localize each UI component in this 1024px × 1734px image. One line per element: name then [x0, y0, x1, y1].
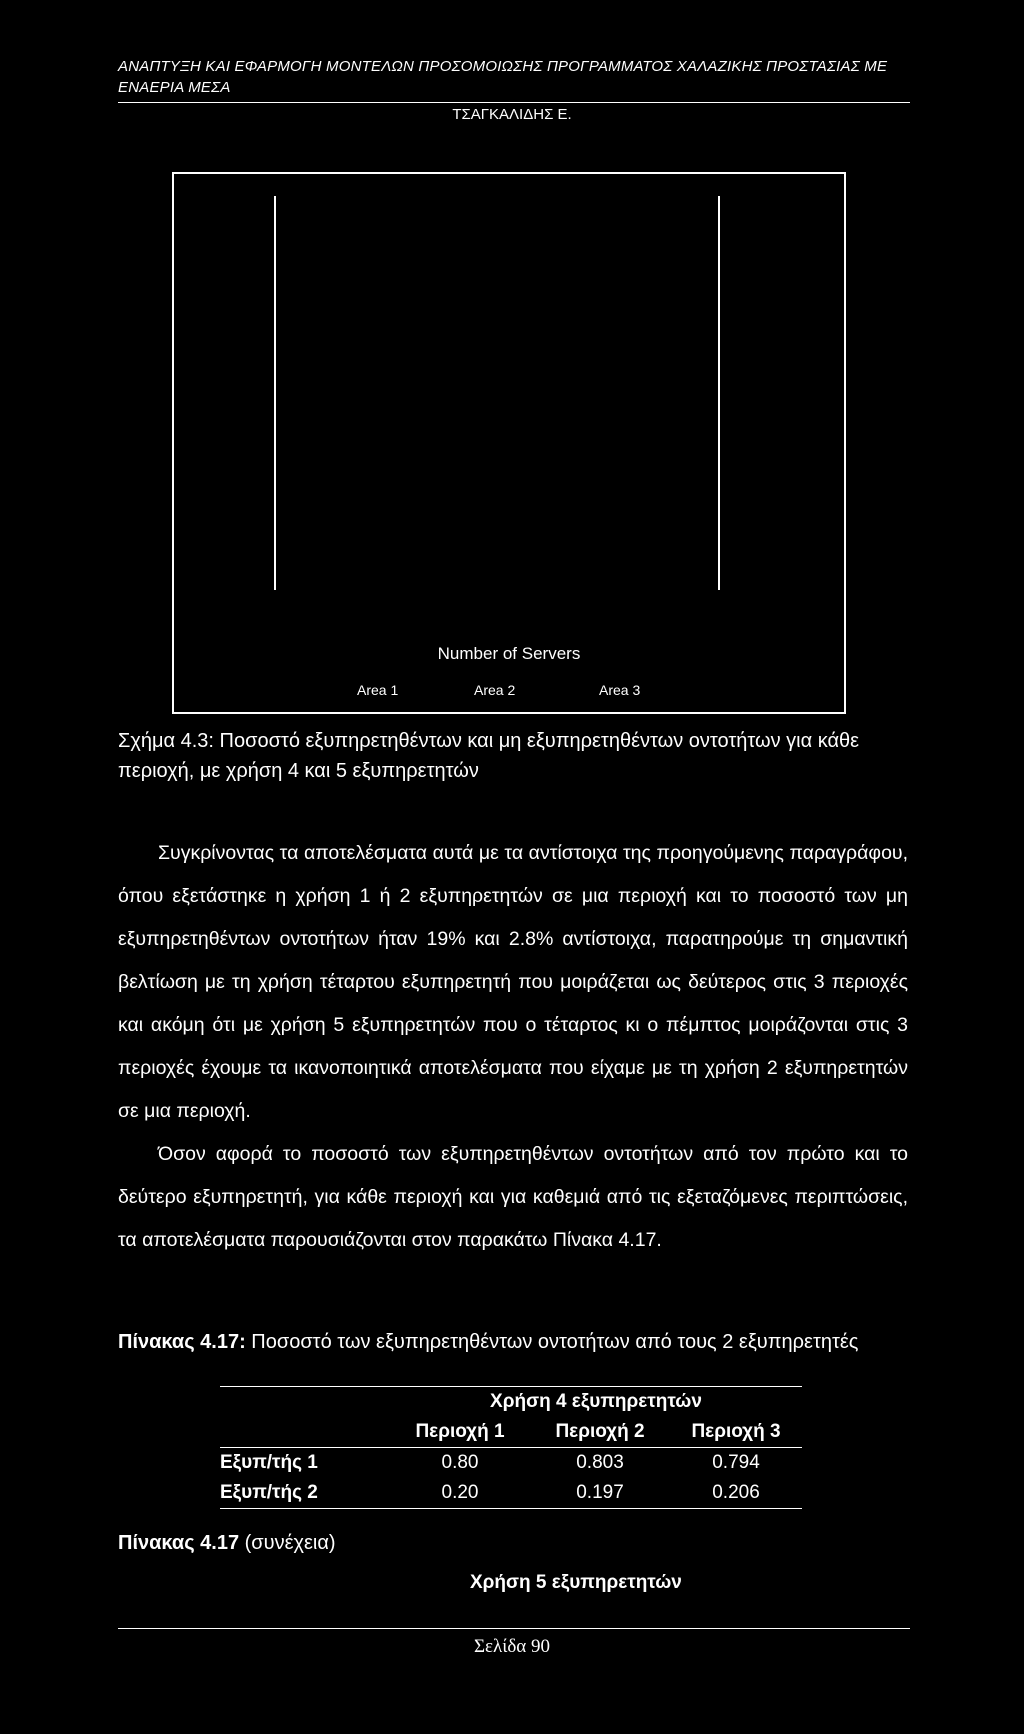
group-header: Χρήση 4 εξυπηρετητών	[490, 1391, 702, 1412]
table-cell: 0.80	[441, 1452, 479, 1473]
table-continued-text: (συνέχεια)	[239, 1532, 336, 1554]
table-continued-label: Πίνακας 4.17	[118, 1532, 240, 1554]
table-caption	[118, 1325, 908, 1359]
chart-right-border	[718, 196, 720, 590]
running-header: ΑΝΑΠΤΥΞΗ ΚΑΙ ΕΦΑΡΜΟΓΗ ΜΟΝΤΕΛΩΝ ΠΡΟΣΟΜΟΙΩΣΗΣ ΠΡΟΓΡΑΜΜΑΤΟΣ ΧΑΛΑΖΙΚΗΣ ΠΡΟΣΤΑΣΙΑΣ ΜΕ ΕΝΑΕΡΙΑ ΜΕΣΑ	[118, 58, 888, 96]
table-row	[220, 1478, 802, 1509]
x-axis-title: Number of Servers	[437, 644, 581, 663]
area-1-label: Area 1	[357, 682, 399, 698]
col-header-2: Περιοχή 2	[555, 1421, 645, 1442]
table-cell: 0.20	[441, 1482, 479, 1503]
paragraph-1: Συγκρίνοντας τα αποτελέσματα αυτά με τα αντίστοιχα της προηγούμενης παραγράφου, όπου εξετάστηκε η χρήση 1 ή 2 εξυπηρετητών σε μια περιοχή και το ποσοστό των μη εξυπηρετηθέντων οντοτήτων ήταν 19% και 2.8% αντίστοιχα, παρατηρούμε τη σημαντική βελτίωση με τη χρήση τέταρτου εξυπηρετητή που μοιράζεται ως δεύτερος στις 3 περιοχές και ακόμη ότι με χρήση 5 εξυπηρετητών που ο τέταρτος κι ο πέμπτος μοιράζονται στις 3 περιοχές έχουμε τα ικανοποιητικά αποτελέσματα που είχαμε με τη χρήση 2 εξυπηρετητών σε μια περιοχή.	[118, 842, 908, 1122]
header-rule	[118, 102, 910, 103]
table-cell: 0.794	[712, 1452, 760, 1473]
table-continued-group-header: Χρήση 5 εξυπηρετητών	[470, 1572, 682, 1593]
table-cell: 0.197	[576, 1482, 624, 1503]
chart-left-border	[274, 196, 276, 590]
header-author: ΤΣΑΓΚΑΛΙΔΗΣ Ε.	[452, 106, 572, 123]
table-cell: 0.206	[712, 1482, 760, 1503]
figure-4-3	[172, 172, 846, 714]
table-row	[220, 1448, 802, 1479]
footer-rule	[118, 1628, 910, 1629]
area-2-label: Area 2	[474, 682, 516, 698]
body-text	[118, 832, 908, 1262]
page-number: Σελίδα 90	[473, 1636, 551, 1657]
col-header-3: Περιοχή 3	[691, 1421, 781, 1442]
figure-caption: Σχήμα 4.3: Ποσοστό εξυπηρετηθέντων και μη εξυπηρετηθέντων οντοτήτων για κάθε περιοχή, με χρήση 4 και 5 εξυπηρετητών	[118, 730, 860, 782]
area-3-label: Area 3	[599, 682, 641, 698]
row-label: Εξυπ/τής 1	[220, 1452, 318, 1473]
table-caption-text: Ποσοστό των εξυπηρετηθέντων οντοτήτων από τους 2 εξυπηρετητές	[245, 1331, 859, 1353]
col-header-1: Περιοχή 1	[415, 1421, 505, 1442]
table-continued-caption	[118, 1532, 336, 1555]
table-cell: 0.803	[576, 1452, 624, 1473]
table-4-17	[220, 1386, 802, 1509]
row-label: Εξυπ/τής 2	[220, 1482, 318, 1503]
paragraph-2: Όσον αφορά το ποσοστό των εξυπηρετηθέντων οντοτήτων από τον πρώτο και το δεύτερο εξυπηρετητή, για κάθε περιοχή και για καθεμιά από τις εξεταζόμενες περιπτώσεις, τα αποτελέσματα παρουσιάζονται στον παρακάτω Πίνακα 4.17.	[118, 1143, 908, 1251]
table-caption-label: Πίνακας 4.17:	[118, 1331, 246, 1353]
